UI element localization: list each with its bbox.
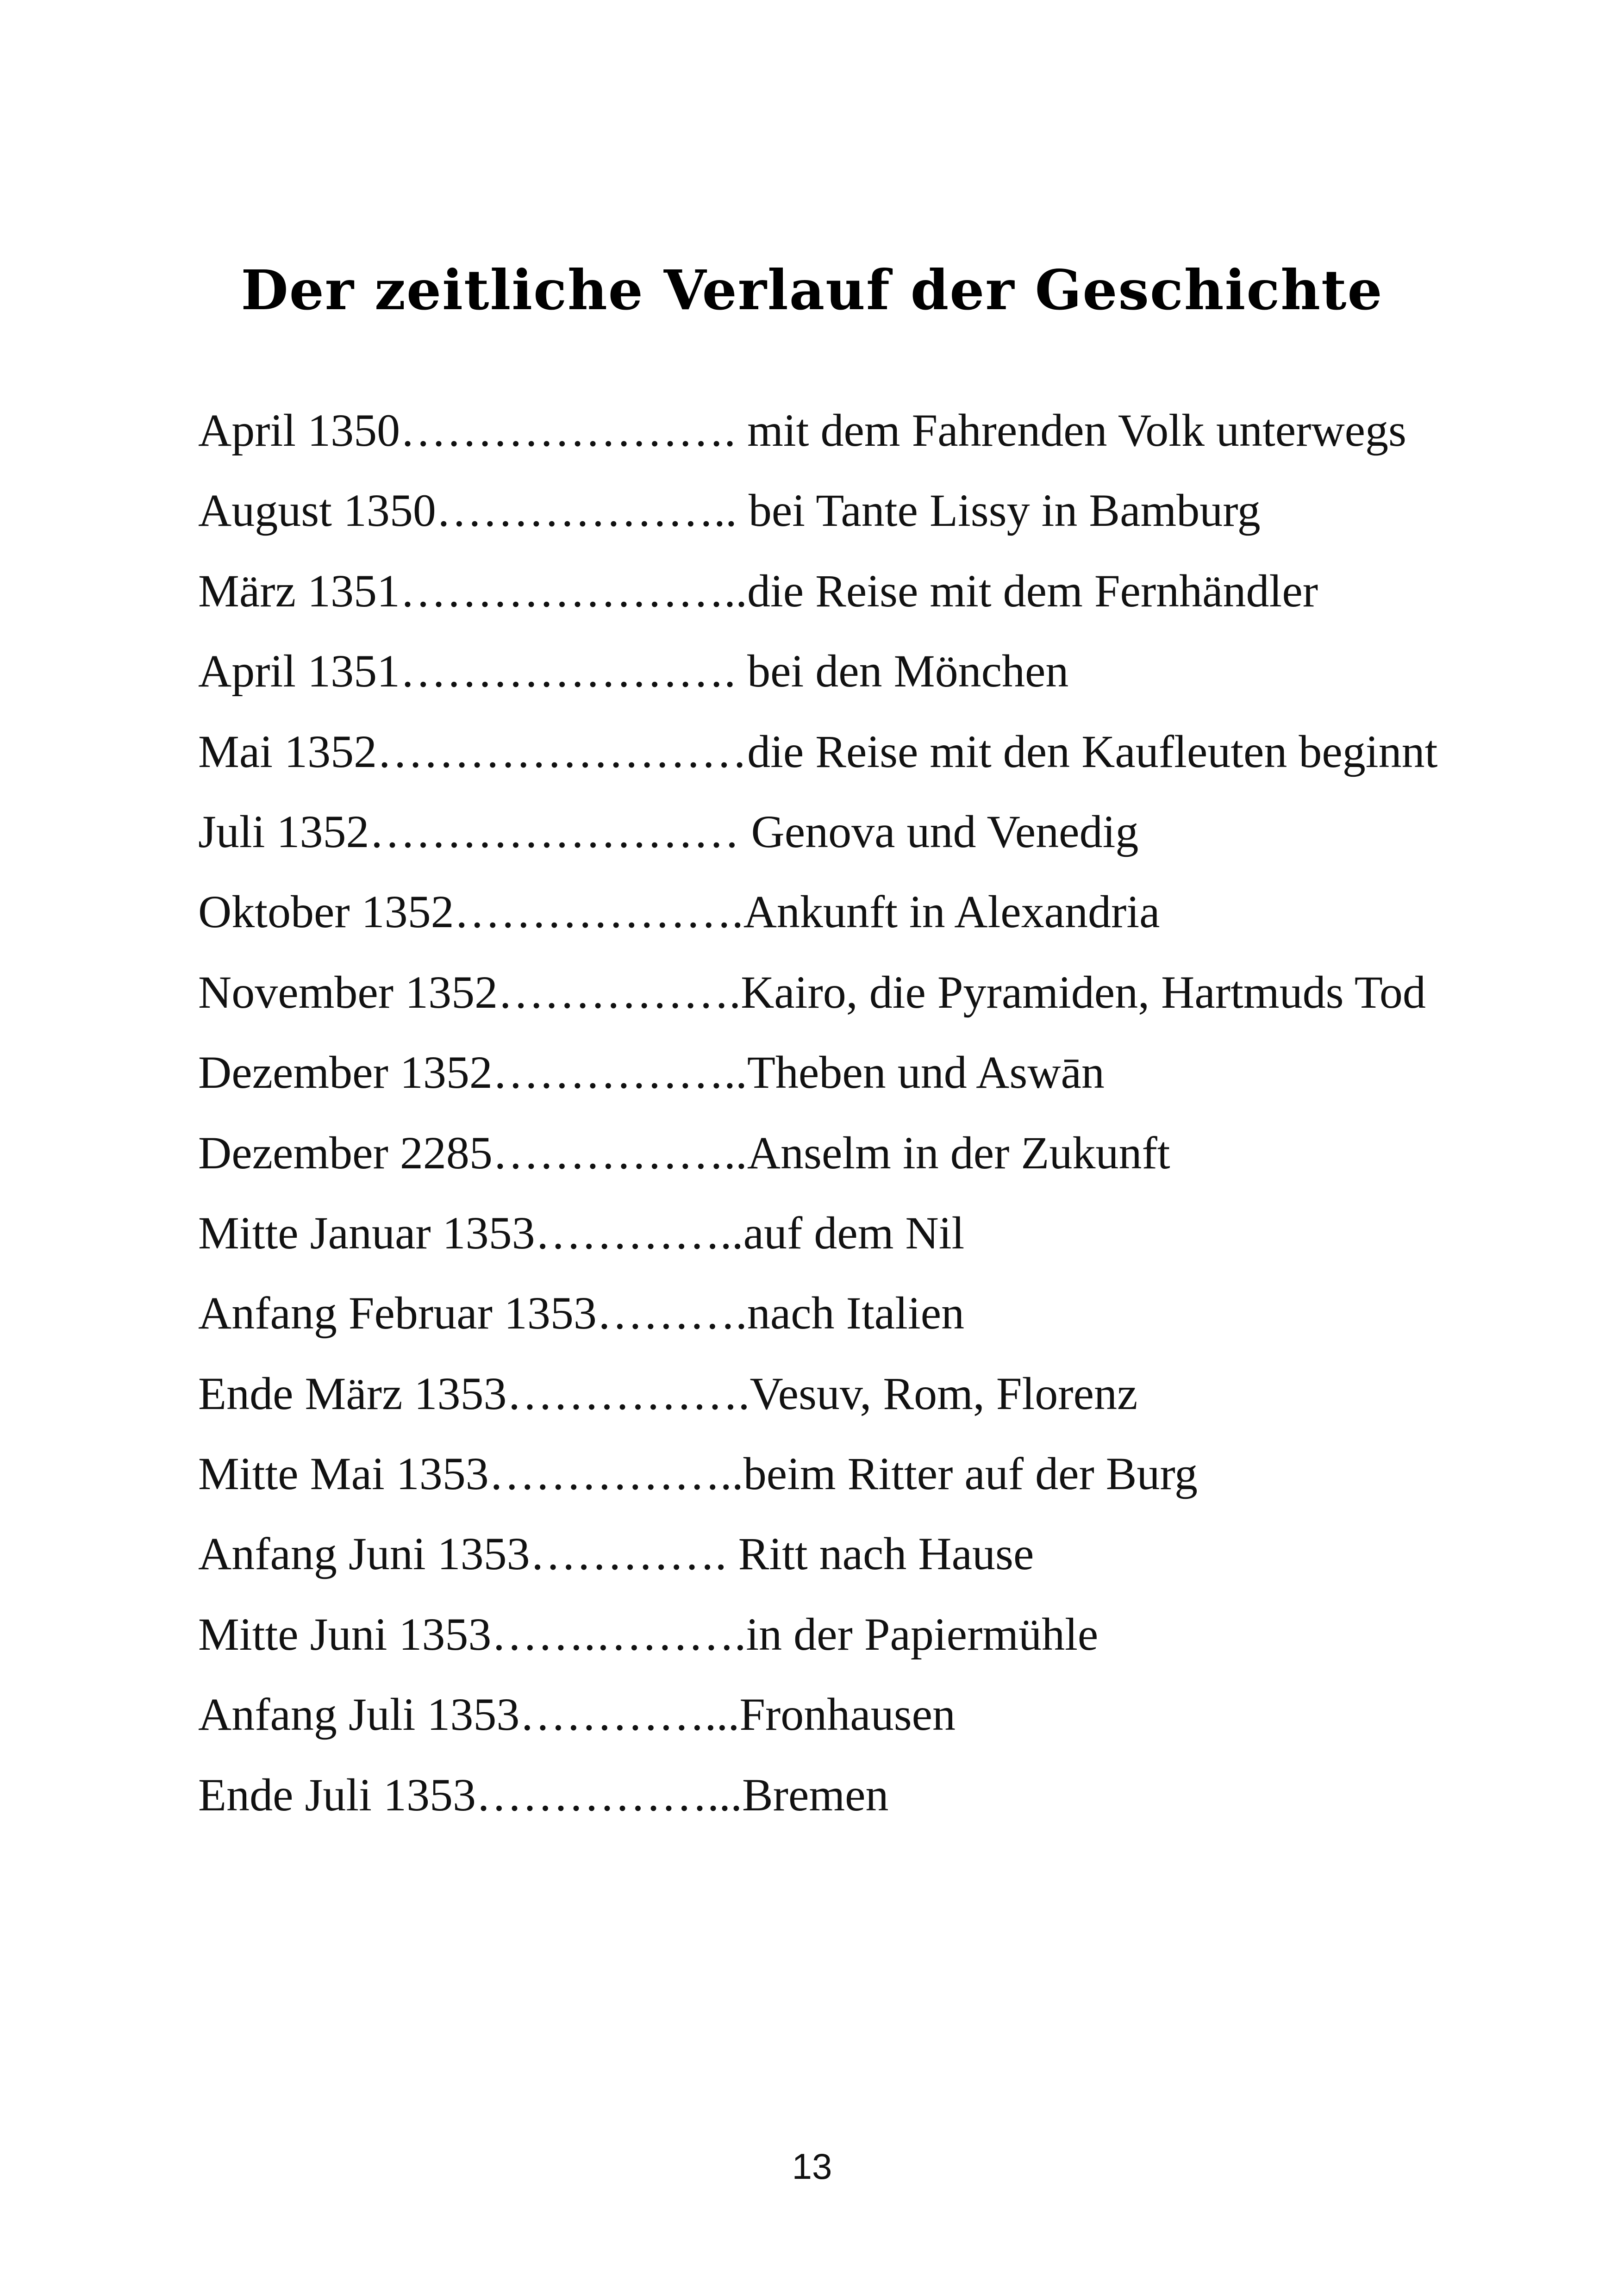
timeline-row [198, 879, 1541, 960]
timeline-row [198, 1201, 1541, 1281]
timeline-date: Mitte Juni 1353 [198, 1608, 492, 1660]
timeline-date: Dezember 1352 [198, 1047, 493, 1098]
page-number: 13 [792, 2146, 832, 2187]
timeline-row [198, 398, 1541, 478]
dot-leader: ……………. [498, 966, 741, 1018]
timeline-date: März 1351 [198, 565, 400, 617]
timeline-row [198, 1281, 1541, 1361]
timeline-event: bei den Mönchen [736, 645, 1069, 697]
timeline-date: Mai 1352 [198, 725, 377, 777]
timeline-event: Ritt nach Hause [726, 1528, 1034, 1580]
timeline-event: Kairo, die Pyramiden, Hartmuds Tod [741, 966, 1426, 1018]
timeline-row [198, 639, 1541, 719]
timeline-row [198, 799, 1541, 879]
timeline-date: Oktober 1352 [198, 886, 454, 938]
timeline-date: Anfang Februar 1353 [198, 1287, 597, 1339]
timeline-row [198, 478, 1541, 558]
dot-leader: ………………. [454, 886, 743, 938]
dot-leader: …………………… [369, 805, 740, 857]
timeline-event: Genova und Venedig [739, 805, 1139, 857]
dot-leader: …………………. [400, 645, 736, 697]
timeline-event: Bremen [742, 1769, 889, 1821]
timeline-row [198, 719, 1541, 799]
timeline-row [198, 1361, 1541, 1441]
dot-leader: …………………. [400, 405, 736, 456]
timeline-row [198, 559, 1541, 639]
timeline-row [198, 1682, 1541, 1762]
dot-leader: ……………... [475, 1769, 742, 1821]
timeline-date: Ende Juli 1353 [198, 1769, 476, 1821]
timeline-date: Dezember 2285 [198, 1127, 493, 1179]
timeline-event: Ankunft in Alexandria [743, 886, 1160, 938]
timeline-event: mit dem Fahrenden Volk unterwegs [736, 405, 1406, 456]
timeline-event: Vesuv, Rom, Florenz [750, 1367, 1138, 1419]
dot-leader: ………………….. [400, 565, 747, 617]
timeline-date: Mitte Januar 1353 [198, 1207, 535, 1259]
dot-leader: …….………. [491, 1608, 746, 1660]
timeline-date: Anfang Juni 1353 [198, 1528, 530, 1580]
dot-leader: …………... [519, 1689, 740, 1740]
timeline-row [198, 960, 1541, 1040]
timeline-row [198, 1121, 1541, 1201]
timeline-date: April 1351 [198, 645, 400, 697]
dot-leader: ……………. [506, 1367, 750, 1419]
timeline-event: die Reise mit den Kaufleuten beginnt [747, 725, 1438, 777]
timeline-event: beim Ritter auf der Burg [743, 1448, 1198, 1500]
timeline-event: nach Italien [747, 1287, 965, 1339]
timeline-list [198, 398, 1541, 1843]
timeline-row [198, 1602, 1541, 1682]
dot-leader: …………….. [492, 1047, 747, 1098]
timeline-event: in der Papiermühle [746, 1608, 1099, 1660]
timeline-event: die Reise mit dem Fernhändler [747, 565, 1318, 617]
timeline-event: Fronhausen [739, 1689, 956, 1740]
timeline-row [198, 1441, 1541, 1522]
timeline-date: April 1350 [198, 405, 400, 456]
dot-leader: ………. [596, 1287, 747, 1339]
dot-leader: …………….. [492, 1127, 747, 1179]
timeline-event: auf dem Nil [743, 1207, 965, 1259]
dot-leader: ……………….. [436, 485, 737, 536]
dot-leader: …………………… [377, 725, 748, 777]
timeline-date: Anfang Juli 1353 [198, 1689, 520, 1740]
timeline-date: November 1352 [198, 966, 498, 1018]
timeline-date: Juli 1352 [198, 805, 369, 857]
timeline-date: Ende März 1353 [198, 1367, 507, 1419]
timeline-date: Mitte Mai 1353 [198, 1448, 489, 1500]
timeline-date: August 1350 [198, 485, 436, 536]
dot-leader: …………. [530, 1528, 727, 1580]
dot-leader: ………….. [535, 1207, 743, 1259]
page-title: Der zeitliche Verlauf der Geschichte [241, 258, 1383, 323]
timeline-event: bei Tante Lissy in Bamburg [737, 485, 1261, 536]
dot-leader: …………….. [488, 1448, 743, 1500]
timeline-event: Anselm in der Zukunft [747, 1127, 1170, 1179]
timeline-row [198, 1522, 1541, 1602]
timeline-row [198, 1763, 1541, 1843]
timeline-row [198, 1040, 1541, 1120]
timeline-event: Theben und Aswān [747, 1047, 1105, 1098]
